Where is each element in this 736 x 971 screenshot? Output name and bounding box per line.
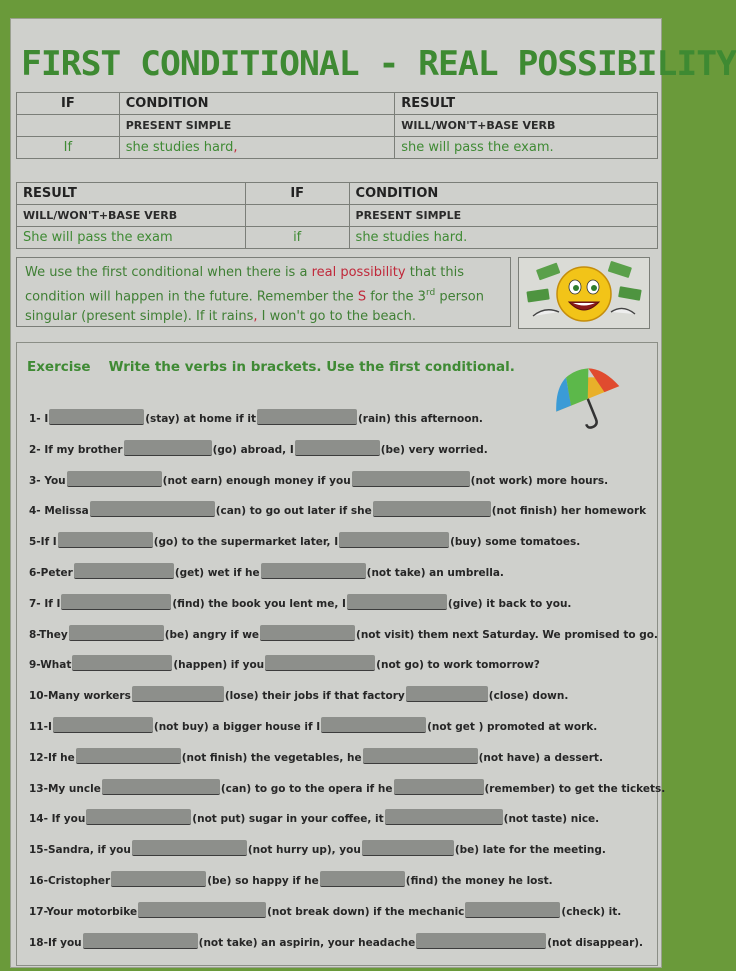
note-text-2: that this condition will happen in the future. Remember the [25, 265, 464, 305]
exercise-item-text: (be) late for the meeting. [454, 844, 606, 857]
exercise-item [29, 559, 504, 579]
note-s-letter: S [357, 289, 367, 305]
note-text-5: I won't go to the beach. [257, 309, 416, 325]
exercise-item-text: 9-What [29, 659, 72, 672]
answer-blank[interactable] [321, 717, 426, 733]
exercise-item-text: (not take) an umbrella. [366, 567, 504, 579]
smiley-money-icon [518, 257, 650, 329]
exercise-item-text: (lose) their jobs if that factory [224, 690, 405, 703]
exercise-item-text: 3- You [29, 474, 66, 487]
exercise-item-text: (not finish) her homework [491, 505, 647, 518]
exercise-item [29, 590, 571, 610]
answer-blank[interactable] [261, 563, 366, 579]
example-condition [119, 137, 395, 159]
exercise-instruction: Write the verbs in brackets. Use the first conditional. [108, 359, 515, 375]
exercise-item [29, 929, 643, 949]
exercise-item [29, 497, 646, 517]
answer-blank[interactable] [363, 748, 478, 764]
exercise-item-text: 18-If you [29, 936, 82, 949]
exercise-item-text: (check) it. [561, 905, 622, 918]
exercise-item-text: (remember) to get the tickets. [484, 782, 666, 795]
exercise-item-text: (not work) more hours. [470, 474, 609, 487]
exercise-item-text: (can) to go to the opera if he [220, 782, 393, 795]
answer-blank[interactable] [83, 933, 198, 949]
exercise-item-text: 11-I [29, 721, 52, 733]
header-result: RESULT [17, 183, 246, 205]
exercise-item-text: (not buy) a bigger house if I [153, 721, 321, 733]
answer-blank[interactable] [339, 532, 449, 548]
exercise-label: Exercise [27, 359, 91, 375]
worksheet [10, 18, 736, 968]
exercise-item-text: (be) angry if we [164, 628, 260, 641]
answer-blank[interactable] [265, 655, 375, 671]
example-if: if [245, 227, 349, 249]
answer-blank[interactable] [76, 748, 181, 764]
exercise-item-text: (get) wet if he [174, 567, 260, 579]
answer-blank[interactable] [347, 594, 447, 610]
exercise-item-text: (not finish) the vegetables, he [181, 751, 362, 764]
exercise-item-text: (close) down. [488, 690, 569, 703]
answer-blank[interactable] [74, 563, 174, 579]
answer-blank[interactable] [394, 779, 484, 795]
note-superscript: rd [425, 288, 436, 298]
grammar-note [16, 257, 511, 327]
answer-blank[interactable] [362, 840, 454, 856]
exercise-heading [27, 359, 515, 375]
structure-table-result-first [16, 182, 658, 249]
exercise-item-text: (go) abroad, I [212, 443, 294, 456]
answer-blank[interactable] [465, 902, 560, 918]
example-if: If [17, 137, 120, 159]
exercise-item [29, 744, 603, 764]
note-highlight: real possibility [311, 265, 406, 280]
answer-blank[interactable] [260, 625, 355, 641]
example-comma: , [233, 140, 238, 155]
exercise-item-text: 10-Many workers [29, 690, 131, 703]
sub-present-simple: PRESENT SIMPLE [349, 205, 657, 227]
answer-blank[interactable] [416, 933, 546, 949]
exercise-item-text: (go) to the supermarket later, I [153, 536, 339, 549]
answer-blank[interactable] [49, 409, 144, 425]
answer-blank[interactable] [257, 409, 357, 425]
sub-present-simple: PRESENT SIMPLE [119, 115, 395, 137]
answer-blank[interactable] [86, 809, 191, 825]
exercise-item-text: (give) it back to you. [447, 597, 572, 610]
exercise-item-text: (can) to go out later if she [215, 505, 372, 518]
exercise-item-text: (not break down) if the mechanic [267, 905, 465, 918]
exercise-item-text: (stay) at home if it [145, 413, 256, 425]
exercise-item-text: (rain) this afternoon. [357, 413, 483, 425]
exercise-item [29, 651, 540, 671]
exercise-item-text: (not taste) nice. [503, 813, 600, 826]
exercise-item-text: (be) very worried. [380, 443, 488, 456]
exercise-item [29, 898, 621, 918]
answer-blank[interactable] [385, 809, 503, 825]
exercise-item-text: (not take) an aspirin, your headache [198, 936, 416, 949]
exercise-item-text: 16-Cristopher [29, 875, 111, 887]
exercise-item-text: 2- If my brother [29, 443, 123, 456]
exercise-item-text: (not have) a dessert. [478, 751, 603, 764]
answer-blank[interactable] [58, 532, 153, 548]
exercise-item-text: 15-Sandra, if you [29, 844, 131, 857]
exercise-item-text: (not disappear). [547, 936, 644, 949]
sub-will-wont: WILL/WON'T+BASE VERB [17, 205, 246, 227]
exercise-item [29, 805, 599, 825]
exercise-item-text: (not earn) enough money if you [162, 474, 351, 487]
note-text-1: We use the first conditional when there is a [25, 265, 312, 280]
exercise-item-text: 1- I [29, 413, 49, 425]
exercise-item [29, 436, 488, 456]
exercise-section [16, 342, 666, 966]
sub-empty [245, 205, 349, 227]
answer-blank[interactable] [69, 625, 164, 641]
exercise-item-text: 4- Melissa [29, 505, 89, 518]
answer-blank[interactable] [320, 871, 405, 887]
answer-blank[interactable] [295, 440, 380, 456]
answer-blank[interactable] [373, 501, 491, 517]
answer-blank[interactable] [72, 655, 172, 671]
answer-blank[interactable] [406, 686, 488, 702]
page-title: FIRST CONDITIONAL - REAL POSSIBILITY [21, 44, 736, 84]
exercise-item-text: 5-If I [29, 536, 57, 549]
note-text-3: for the 3 [366, 289, 426, 305]
exercise-item-text: 8-They [29, 628, 68, 641]
exercise-item [29, 867, 553, 887]
exercise-item-text: (not visit) them next Saturday. We promised to go. [356, 628, 658, 641]
exercise-item [29, 713, 597, 733]
exercise-item-text: (be) so happy if he [207, 875, 319, 887]
exercise-item-text: (not go) to work tomorrow? [376, 659, 540, 672]
exercise-item-text: (find) the book you lent me, I [172, 597, 346, 610]
answer-blank[interactable] [53, 717, 153, 733]
exercise-item-text: (buy) some tomatoes. [450, 536, 581, 549]
exercise-item-text: 12-If he [29, 751, 75, 764]
umbrella-icon [547, 363, 627, 431]
answer-blank[interactable] [132, 686, 224, 702]
example-result: She will pass the exam [17, 227, 246, 249]
answer-blank[interactable] [61, 594, 171, 610]
exercise-item [29, 405, 483, 425]
exercise-item-text: (not get ) promoted at work. [427, 721, 598, 733]
sub-will-wont: WILL/WON'T+BASE VERB [395, 115, 658, 137]
header-if: IF [17, 93, 120, 115]
example-result: she will pass the exam. [395, 137, 658, 159]
exercise-item-text: (happen) if you [173, 659, 265, 672]
exercise-item-text: 13-My uncle [29, 782, 101, 795]
exercise-item-text: 6-Peter [29, 567, 73, 579]
answer-blank[interactable] [138, 902, 266, 918]
header-result: RESULT [395, 93, 658, 115]
exercise-item [29, 836, 606, 856]
exercise-item [29, 621, 658, 641]
header-condition: CONDITION [119, 93, 395, 115]
exercise-item-text: (not hurry up), you [247, 844, 361, 857]
exercise-item-text: 14- If you [29, 813, 86, 826]
exercise-item-text: 17-Your motorbike [29, 905, 138, 918]
structure-table-if-first [16, 92, 658, 159]
exercise-item [29, 467, 608, 487]
answer-blank[interactable] [90, 501, 215, 517]
example-condition-text: she studies hard [125, 140, 234, 155]
exercise-item [29, 775, 665, 795]
answer-blank[interactable] [111, 871, 206, 887]
example-condition: she studies hard. [349, 227, 657, 249]
exercise-item-text: 7- If I [29, 597, 61, 610]
note-comma: , [253, 309, 258, 325]
exercise-item [29, 528, 580, 548]
exercise-item-text: (find) the money he lost. [405, 875, 553, 887]
answer-blank[interactable] [102, 779, 220, 795]
header-condition: CONDITION [349, 183, 657, 205]
answer-blank[interactable] [132, 840, 247, 856]
sub-empty [17, 115, 120, 137]
note-text-4: person singular (present simple). If it rains [25, 289, 484, 325]
answer-blank[interactable] [124, 440, 212, 456]
answer-blank[interactable] [352, 471, 470, 487]
exercise-item [29, 682, 568, 702]
exercise-item-text: (not put) sugar in your coffee, it [192, 813, 384, 826]
header-if: IF [245, 183, 349, 205]
answer-blank[interactable] [67, 471, 162, 487]
